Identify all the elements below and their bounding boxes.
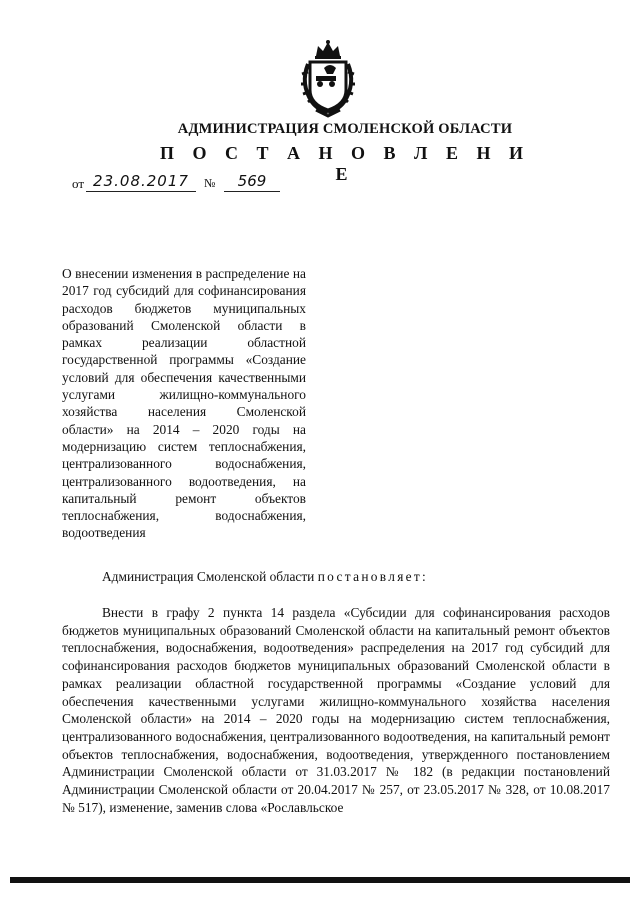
preamble-verb: постановляет: [317,569,429,584]
resolution-body-paragraph: Внести в графу 2 пункта 14 раздела «Субсидии для софинансирования расходов бюджетов муниципальных образований Смоленской области на капитальный ремонт объектов теплоснабжения, водоснабжения, водоотведения» распределения на 2017 год субсидий для софинансирования расходов бюджетов муниципальных образований Смоленской области в рамках реализации областной государственной программы «Создание условий для обеспечения качественными услугами жилищно-коммунального хозяйства населения Смоленской области» на 2014 – 2020 годы на модернизацию систем теплоснабжения, централизованного водоснабжения, централизованного водоотведения, на капитальный ремонт объектов теплоснабжения, водоснабжения, водоотведения, утвержденного постановлением Администрации Смоленской области от 31.03.2017 № 182 (в редакции постановлений Администрации Смоленской области от 20.04.2017 № 257, от 23.05.2017 № 328, от 10.08.2017 № 517), изменение, заменив слова «Рославльское [62,605,610,815]
document-subject: О внесении изменения в распределение на 2017 год субсидий для софинансирования расходов бюджетов муниципальных образований Смоленской области в рамках реализации областной государственной программы «Создание условий для обеспечения качественными услугами жилищно-коммунального хозяйства населения Смоленской области» на 2014 – 2020 годы на модернизацию систем теплоснабжения, централизованного водоснабжения, централизованного водоотведения, на капитальный ремонт объектов теплоснабжения, водоснабжения, водоотведения [62,266,306,541]
document-number: 569 [224,172,280,192]
preamble-text: Администрация Смоленской области [102,569,315,584]
organization-title: АДМИНИСТРАЦИЯ СМОЛЕНСКОЙ ОБЛАСТИ [177,121,513,137]
number-label: № [204,176,216,190]
scan-bottom-edge [10,877,630,883]
document-type-title: П О С Т А Н О В Л Е Н И Е [160,143,530,184]
document-date-number-line [72,172,312,196]
coat-of-arms-icon [296,38,360,118]
preamble-line [102,568,582,586]
document-date: 23.08.2017 [86,172,196,192]
date-prefix-label: от [72,176,85,191]
